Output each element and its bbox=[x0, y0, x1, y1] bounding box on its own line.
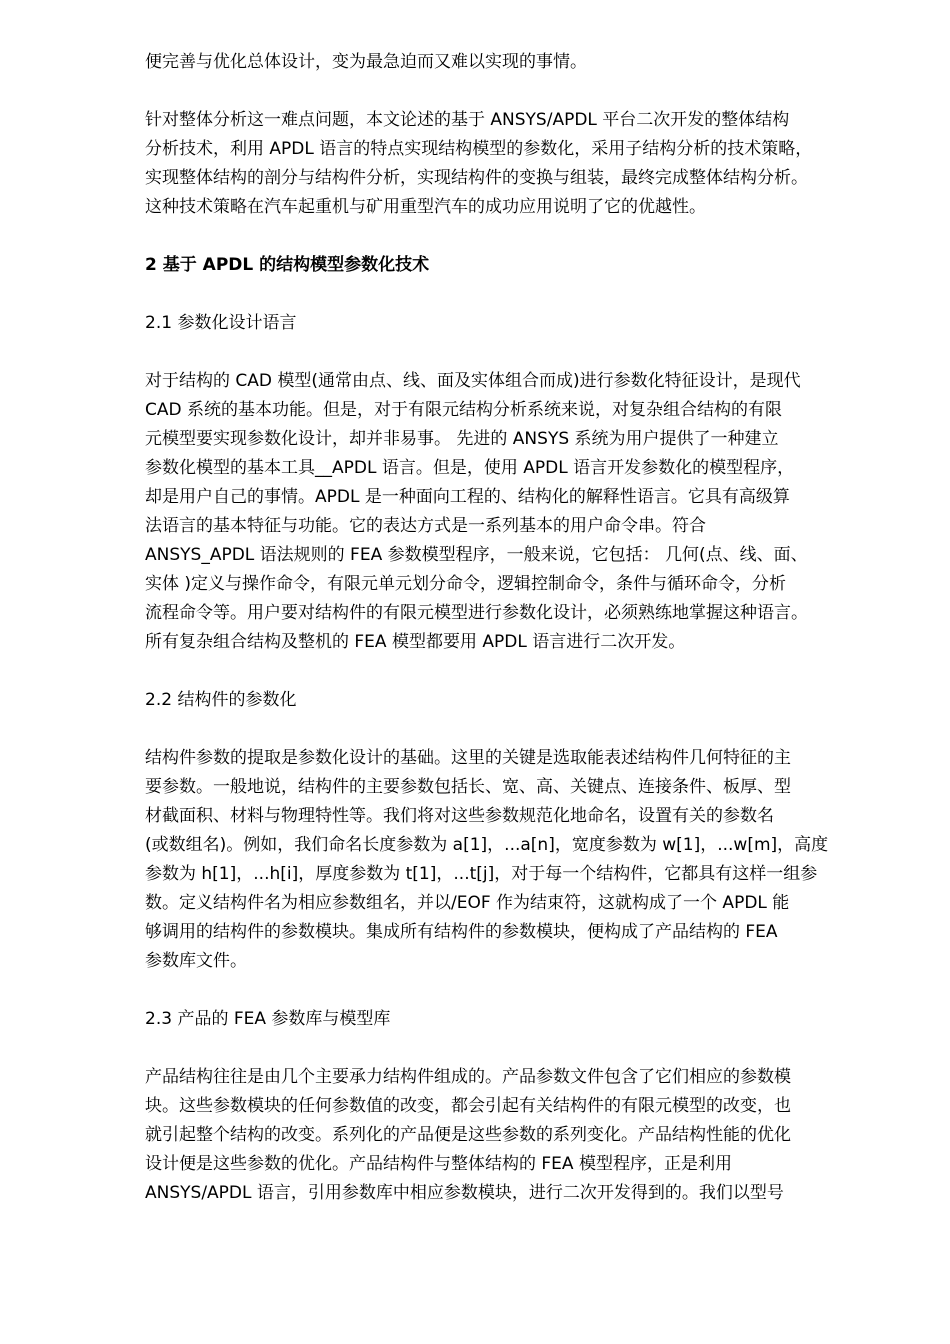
text-line: 分析技术，利用 APDL 语言的特点实现结构模型的参数化，采用子结构分析的技术策略， bbox=[145, 139, 813, 159]
paragraph-parameter-library bbox=[145, 1063, 890, 1208]
document-page bbox=[145, 48, 890, 1208]
text-line: ANSYS/APDL 语言，引用参数库中相应参数模块，进行二次开发得到的。我们以型号 bbox=[145, 1183, 784, 1203]
text-line: 够调用的结构件的参数模块。集成所有结构件的参数模块，便构成了产品结构的 FEA bbox=[145, 922, 778, 942]
text-line: 产品结构往往是由几个主要承力结构件组成的。产品参数文件包含了它们相应的参数模 bbox=[145, 1067, 791, 1087]
text-line: 对于结构的 CAD 模型(通常由点、线、面及实体组合而成)进行参数化特征设计，是现代 bbox=[145, 371, 801, 391]
text-line: 法语言的基本特征与功能。它的表达方式是一系列基本的用户命令串。符合 bbox=[145, 516, 706, 536]
text-line: 块。这些参数模块的任何参数值的改变，都会引起有关结构件的有限元模型的改变，也 bbox=[145, 1096, 791, 1116]
text-line: CAD 系统的基本功能。但是，对于有限元结构分析系统来说，对复杂组合结构的有限 bbox=[145, 400, 782, 420]
text-line: (或数组名)。例如，我们命名长度参数为 a[1]，...a[n]，宽度参数为 w[1]，...w[m]，高度 bbox=[145, 835, 829, 855]
text-line: 却是用户自己的事情。APDL 是一种面向工程的、结构化的解释性语言。它具有高级算 bbox=[145, 487, 790, 507]
text-line: 所有复杂组合结构及整机的 FEA 模型都要用 APDL 语言进行二次开发。 bbox=[145, 632, 686, 652]
paragraph-gap bbox=[145, 657, 890, 686]
text-line: 流程命令等。用户要对结构件的有限元模型进行参数化设计，必须熟练地掌握这种语言。 bbox=[145, 603, 808, 623]
paragraph-apdl-language bbox=[145, 367, 890, 657]
text-line: 材截面积、材料与物理特性等。我们将对这些参数规范化地命名，设置有关的参数名 bbox=[145, 806, 774, 826]
text-line: 这种技术策略在汽车起重机与矿用重型汽车的成功应用说明了它的优越性。 bbox=[145, 197, 706, 217]
text-line: 数。定义结构件名为相应参数组名，并以/EOF 作为结束符，这就构成了一个 APDL 能 bbox=[145, 893, 790, 913]
text-line: 实体 )定义与操作命令，有限元单元划分命令，逻辑控制命令，条件与循环命令，分析 bbox=[145, 574, 787, 594]
paragraph-gap bbox=[145, 222, 890, 251]
paragraph-gap bbox=[145, 715, 890, 744]
section-heading-2: 2 基于 APDL 的结构模型参数化技术 bbox=[145, 255, 430, 275]
section-heading-2-3: 2.3 产品的 FEA 参数库与模型库 bbox=[145, 1009, 391, 1029]
paragraph-parameterization bbox=[145, 744, 890, 976]
section-heading-2-1: 2.1 参数化设计语言 bbox=[145, 313, 297, 333]
paragraph-gap bbox=[145, 77, 890, 106]
paragraph-gap bbox=[145, 338, 890, 367]
text-line: 设计便是这些参数的优化。产品结构件与整体结构的 FEA 模型程序，正是利用 bbox=[145, 1154, 732, 1174]
text-line: 参数为 h[1]，...h[i]，厚度参数为 t[1]，...t[j]，对于每一个结构件，它都具有这样一组参 bbox=[145, 864, 818, 884]
text-line: 参数库文件。 bbox=[145, 951, 247, 971]
section-heading-2-2: 2.2 结构件的参数化 bbox=[145, 690, 297, 710]
text-line: 参数化模型的基本工具__APDL 语言。但是，使用 APDL 语言开发参数化的模型程序， bbox=[145, 458, 795, 478]
text-line: 便完善与优化总体设计，变为最急迫而又难以实现的事情。 bbox=[145, 52, 587, 72]
text-line: 元模型要实现参数化设计，却并非易事。 先进的 ANSYS 系统为用户提供了一种建立 bbox=[145, 429, 779, 449]
text-line: 结构件参数的提取是参数化设计的基础。这里的关键是选取能表述结构件几何特征的主 bbox=[145, 748, 791, 768]
text-line: ANSYS_APDL 语法规则的 FEA 参数模型程序，一般来说，它包括： 几何(点、线、面、 bbox=[145, 545, 808, 565]
text-line: 就引起整个结构的改变。系列化的产品便是这些参数的系列变化。产品结构性能的优化 bbox=[145, 1125, 791, 1145]
paragraph-gap bbox=[145, 280, 890, 309]
paragraph-gap bbox=[145, 1034, 890, 1063]
paragraph-gap bbox=[145, 976, 890, 1005]
text-line: 实现整体结构的剖分与结构件分析，实现结构件的变换与组装，最终完成整体结构分析。 bbox=[145, 168, 808, 188]
paragraph-overview bbox=[145, 106, 890, 222]
text-line: 要参数。一般地说，结构件的主要参数包括长、宽、高、关键点、连接条件、板厚、型 bbox=[145, 777, 791, 797]
text-line: 针对整体分析这一难点问题，本文论述的基于 ANSYS/APDL 平台二次开发的整体结构 bbox=[145, 110, 790, 130]
paragraph-intro-continuation bbox=[145, 48, 890, 77]
